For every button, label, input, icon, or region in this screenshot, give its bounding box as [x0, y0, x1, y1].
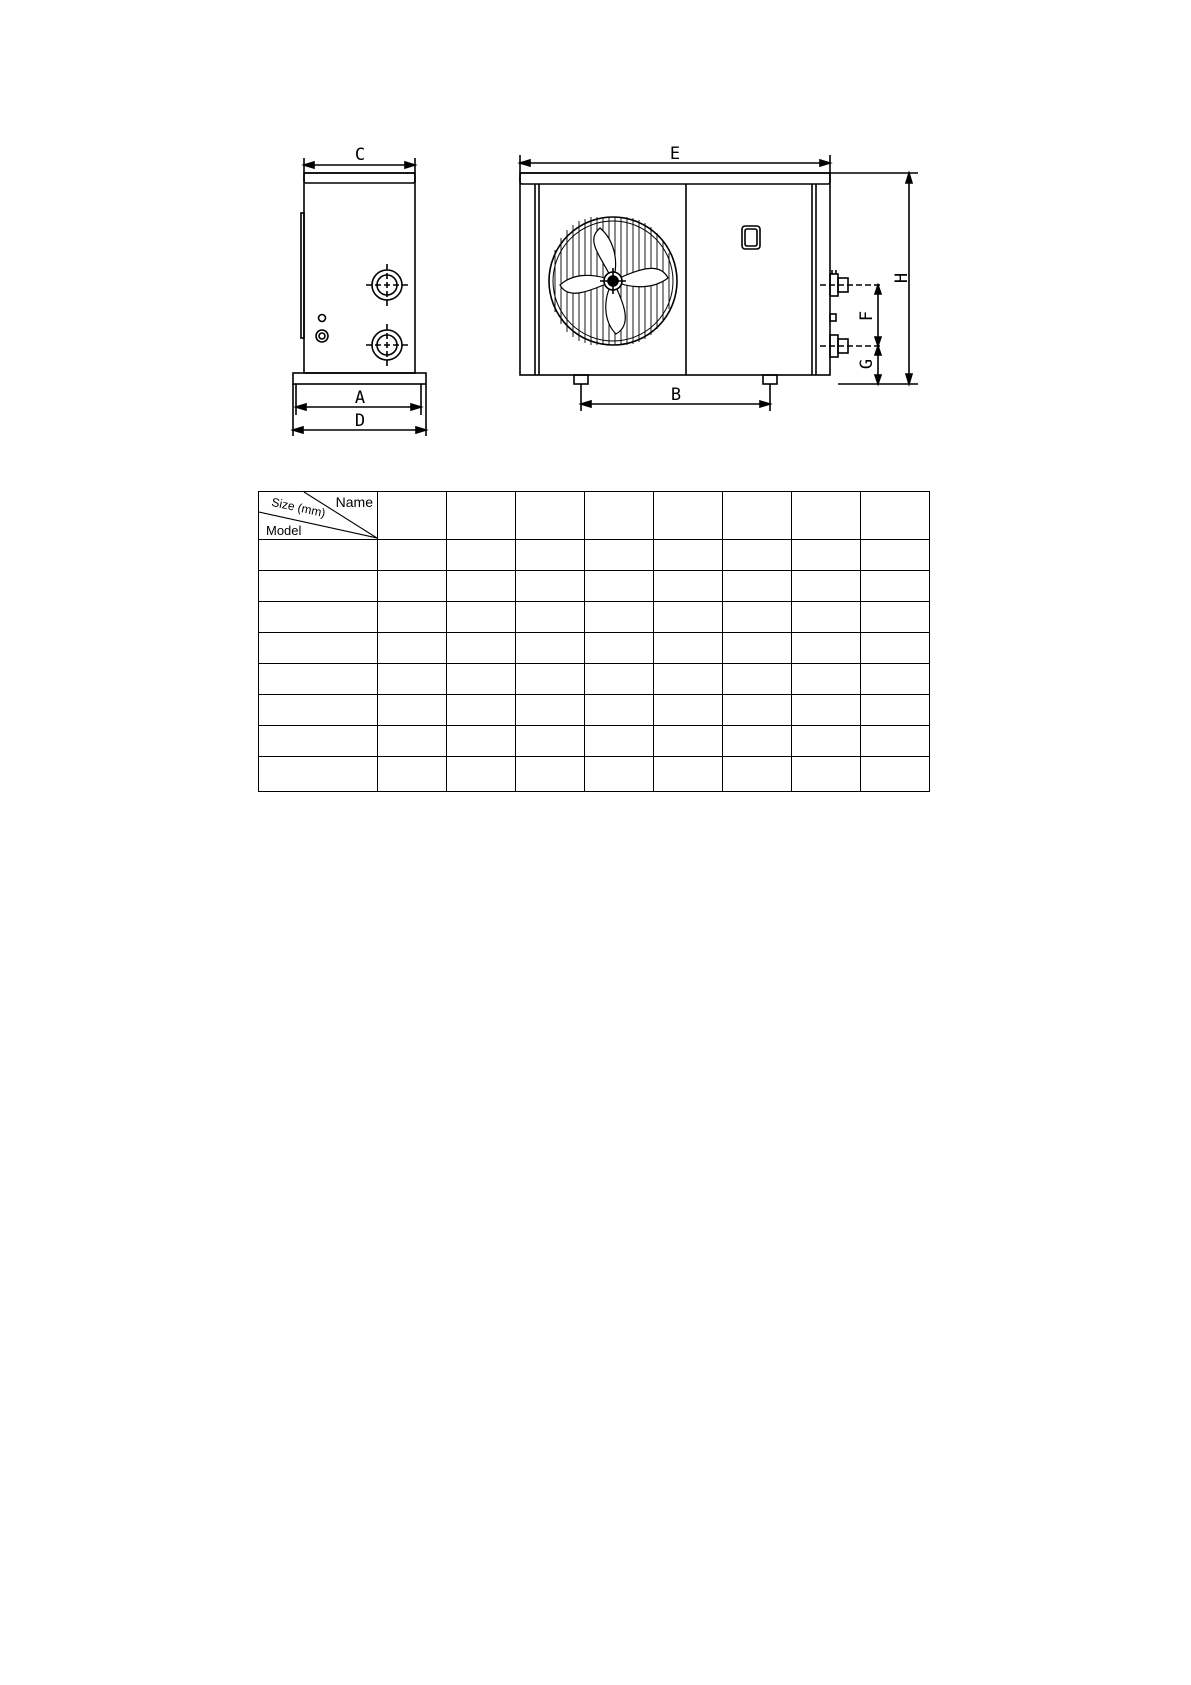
table-row [259, 726, 930, 757]
table-row [259, 664, 930, 695]
size-cell [861, 726, 930, 757]
size-cell [723, 633, 792, 664]
side-view [293, 145, 426, 436]
size-cell [516, 695, 585, 726]
model-cell [259, 664, 378, 695]
size-cell [378, 664, 447, 695]
model-cell [259, 757, 378, 792]
dimension-b-label: B [670, 385, 682, 405]
size-cell [378, 540, 447, 571]
side-small-port [319, 315, 326, 322]
dimension-h-label: H [892, 272, 912, 284]
size-cell [654, 633, 723, 664]
size-cell [861, 540, 930, 571]
size-cell [378, 726, 447, 757]
size-cell [516, 664, 585, 695]
size-cell [447, 571, 516, 602]
model-cell [259, 602, 378, 633]
size-cell [861, 633, 930, 664]
size-cell [654, 602, 723, 633]
size-cell [585, 726, 654, 757]
size-cell [585, 757, 654, 792]
model-cell [259, 695, 378, 726]
size-cell [792, 540, 861, 571]
size-cell [378, 571, 447, 602]
front-top-cap [520, 173, 830, 184]
size-cell [585, 695, 654, 726]
size-cell [585, 633, 654, 664]
table-column-header [861, 492, 930, 540]
size-cell [585, 540, 654, 571]
size-cell [861, 571, 930, 602]
table-row [259, 540, 930, 571]
model-cell [259, 540, 378, 571]
table-row [259, 757, 930, 792]
size-cell [792, 695, 861, 726]
size-cell [861, 602, 930, 633]
size-cell [516, 633, 585, 664]
dimension-d-label: D [354, 411, 366, 431]
size-cell [447, 664, 516, 695]
size-cell [447, 540, 516, 571]
size-cell [585, 664, 654, 695]
side-rear-panel [301, 213, 304, 338]
table-row [259, 602, 930, 633]
size-cell [861, 664, 930, 695]
size-cell [861, 757, 930, 792]
size-cell [654, 571, 723, 602]
size-cell [723, 602, 792, 633]
size-cell [723, 695, 792, 726]
water-inlet-connector [366, 264, 410, 306]
size-cell [585, 602, 654, 633]
dimension-c-label: C [354, 145, 366, 165]
table-column-header [585, 492, 654, 540]
side-top-cap [304, 173, 415, 183]
size-cell [378, 633, 447, 664]
table-column-header [792, 492, 861, 540]
dimension-e-label: E [669, 144, 681, 164]
dimension-g-label: G [857, 358, 877, 370]
size-cell [447, 602, 516, 633]
size-cell [378, 602, 447, 633]
table-column-header [723, 492, 792, 540]
size-cell [447, 633, 516, 664]
size-cell [792, 664, 861, 695]
size-cell [447, 726, 516, 757]
model-cell [259, 633, 378, 664]
front-view [520, 144, 918, 411]
front-foot-left [574, 375, 588, 384]
table-column-header [516, 492, 585, 540]
size-cell [723, 757, 792, 792]
size-cell [516, 540, 585, 571]
size-cell [723, 540, 792, 571]
size-cell [654, 695, 723, 726]
corner-size-label: Size (mm) [270, 495, 327, 521]
size-cell [654, 540, 723, 571]
size-cell [792, 757, 861, 792]
size-cell [516, 726, 585, 757]
size-cell [447, 757, 516, 792]
model-cell [259, 571, 378, 602]
table-header-corner [259, 492, 378, 540]
dimension-a-label: A [354, 388, 366, 408]
front-foot-right [763, 375, 777, 384]
table-row [259, 571, 930, 602]
size-cell [516, 602, 585, 633]
table-row [259, 695, 930, 726]
side-drain-port [316, 330, 328, 342]
water-outlet-connector [366, 324, 410, 366]
size-cell [516, 571, 585, 602]
table-row [259, 633, 930, 664]
size-cell [792, 602, 861, 633]
size-cell [654, 726, 723, 757]
table-column-header [654, 492, 723, 540]
dimension-f-label: F [857, 310, 877, 322]
corner-name-label: Name [335, 494, 373, 510]
side-base [293, 373, 426, 384]
corner-model-label: Model [266, 523, 302, 538]
size-cell [447, 695, 516, 726]
dimension-spec-table [258, 491, 930, 792]
size-cell [378, 757, 447, 792]
size-cell [378, 695, 447, 726]
right-water-connector-lower [820, 335, 880, 357]
size-cell [585, 571, 654, 602]
unit-dimension-drawing [0, 0, 1191, 470]
right-water-connector-upper [820, 270, 880, 296]
table-column-header [378, 492, 447, 540]
size-cell [723, 664, 792, 695]
size-cell [792, 633, 861, 664]
model-cell [259, 726, 378, 757]
side-cabinet [304, 173, 415, 373]
table-header-row [259, 492, 930, 540]
size-cell [792, 571, 861, 602]
size-cell [654, 664, 723, 695]
size-cell [723, 726, 792, 757]
size-cell [792, 726, 861, 757]
size-cell [861, 695, 930, 726]
size-cell [654, 757, 723, 792]
size-cell [723, 571, 792, 602]
front-cabinet [520, 173, 830, 375]
right-small-port [830, 314, 836, 321]
size-cell [516, 757, 585, 792]
table-column-header [447, 492, 516, 540]
